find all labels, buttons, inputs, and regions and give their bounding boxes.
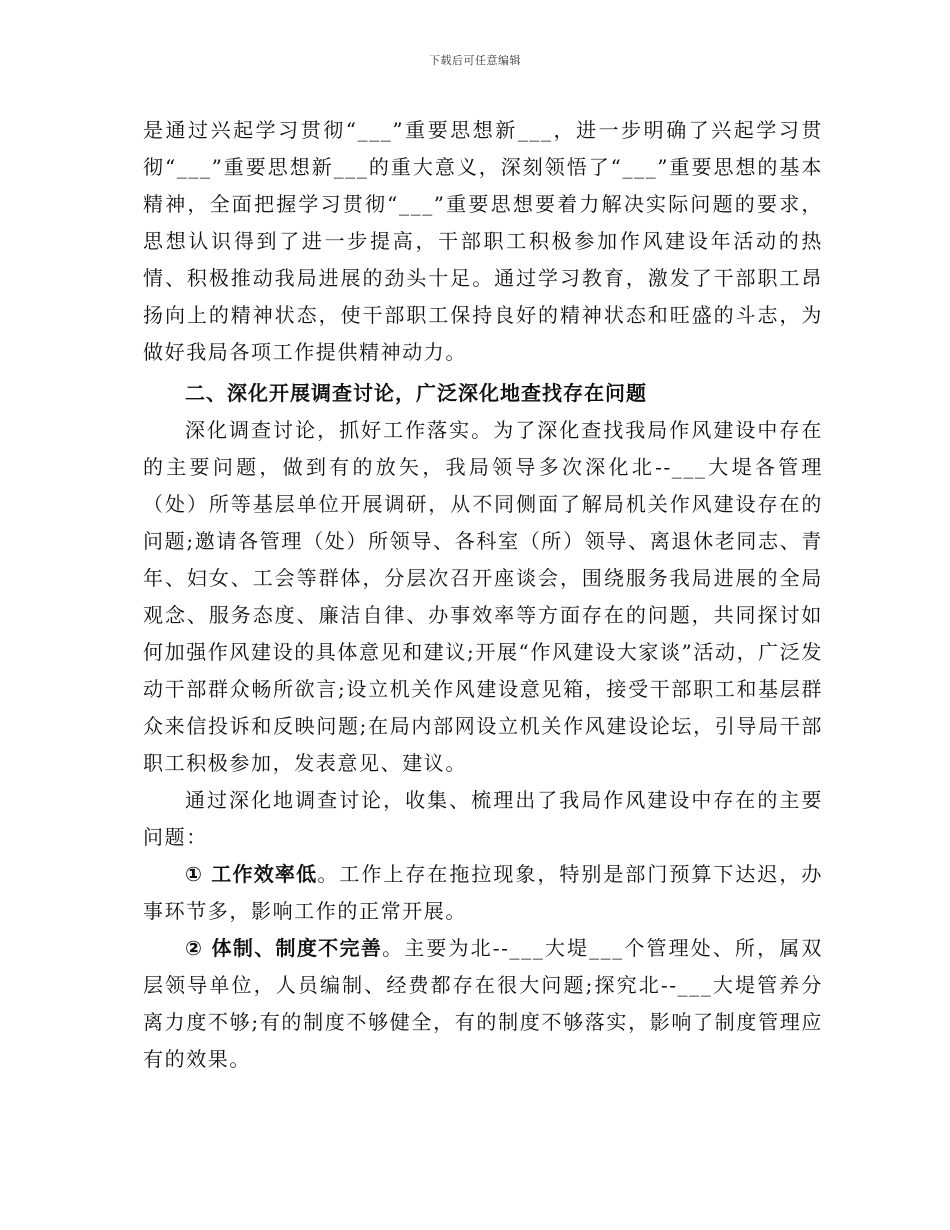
document-body — [143, 112, 823, 1078]
problem-item-1-text: 。工作上存在拖拉现象，特别是部门预算下达迟，办事环节多，影响工作的正常开展。 — [143, 862, 823, 923]
problem-item-2-lead: ② 体制、制度不完善 — [185, 936, 383, 960]
problem-item-1 — [143, 856, 823, 930]
section-heading-2: 二、深化开展调查讨论，广泛深化地查找存在问题 — [185, 381, 647, 405]
paragraph-investigation: 深化调查讨论，抓好工作落实。为了深化查找我局作风建设中存在的主要问题，做到有的放矢，我局领导多次深化北--___大堤各管理（处）所等基层单位开展调研，从不同侧面了解局机关作风建设存在的问题;邀请各管理（处）所领导、各科室（所）领导、离退休老同志、青年、妇女、工会等群体，分层次召开座谈会，围绕服务我局进展的全局观念、服务态度、廉洁自律、办事效率等方面存在的问题，共同探讨如何加强作风建设的具体意见和建议;开展“作风建设大家谈”活动，广泛发动干部群众畅所欲言;设立机关作风建设意见箱，接受干部职工和基层群众来信投诉和反映问题;在局内部网设立机关作风建设论坛，引导局干部职工积极参加，发表意见、建议。 — [143, 418, 823, 775]
paragraph-study-results: 是通过兴起学习贯彻“___”重要思想新___，进一步明确了兴起学习贯彻“___”重要思想新___的重大意义，深刻领悟了“___”重要思想的基本精神，全面把握学习贯彻“___”重要思想要着力解决实际问题的要求，思想认识得到了进一步提高，干部职工积极参加作风建设年活动的热情、积极推动我局进展的劲头十足。通过学习教育，激发了干部职工昂扬向上的精神状态，使干部职工保持良好的精神状态和旺盛的斗志，为做好我局各项工作提供精神动力。 — [143, 118, 823, 364]
problem-item-2-text: 。主要为北--___大堤___个管理处、所，属双层领导单位，人员编制、经费都存在很大问题;探究北--___大堤管养分离力度不够;有的制度不够健全，有的制度不够落实，影响了制度管理应有的效果。 — [143, 936, 823, 1071]
page-header: 下载后可任意编辑 — [429, 54, 521, 67]
problem-item-1-lead: ① 工作效率低 — [185, 862, 318, 886]
problem-item-2 — [143, 930, 823, 1078]
paragraph-problems-intro: 通过深化地调查讨论，收集、梳理出了我局作风建设中存在的主要问题： — [143, 788, 823, 849]
